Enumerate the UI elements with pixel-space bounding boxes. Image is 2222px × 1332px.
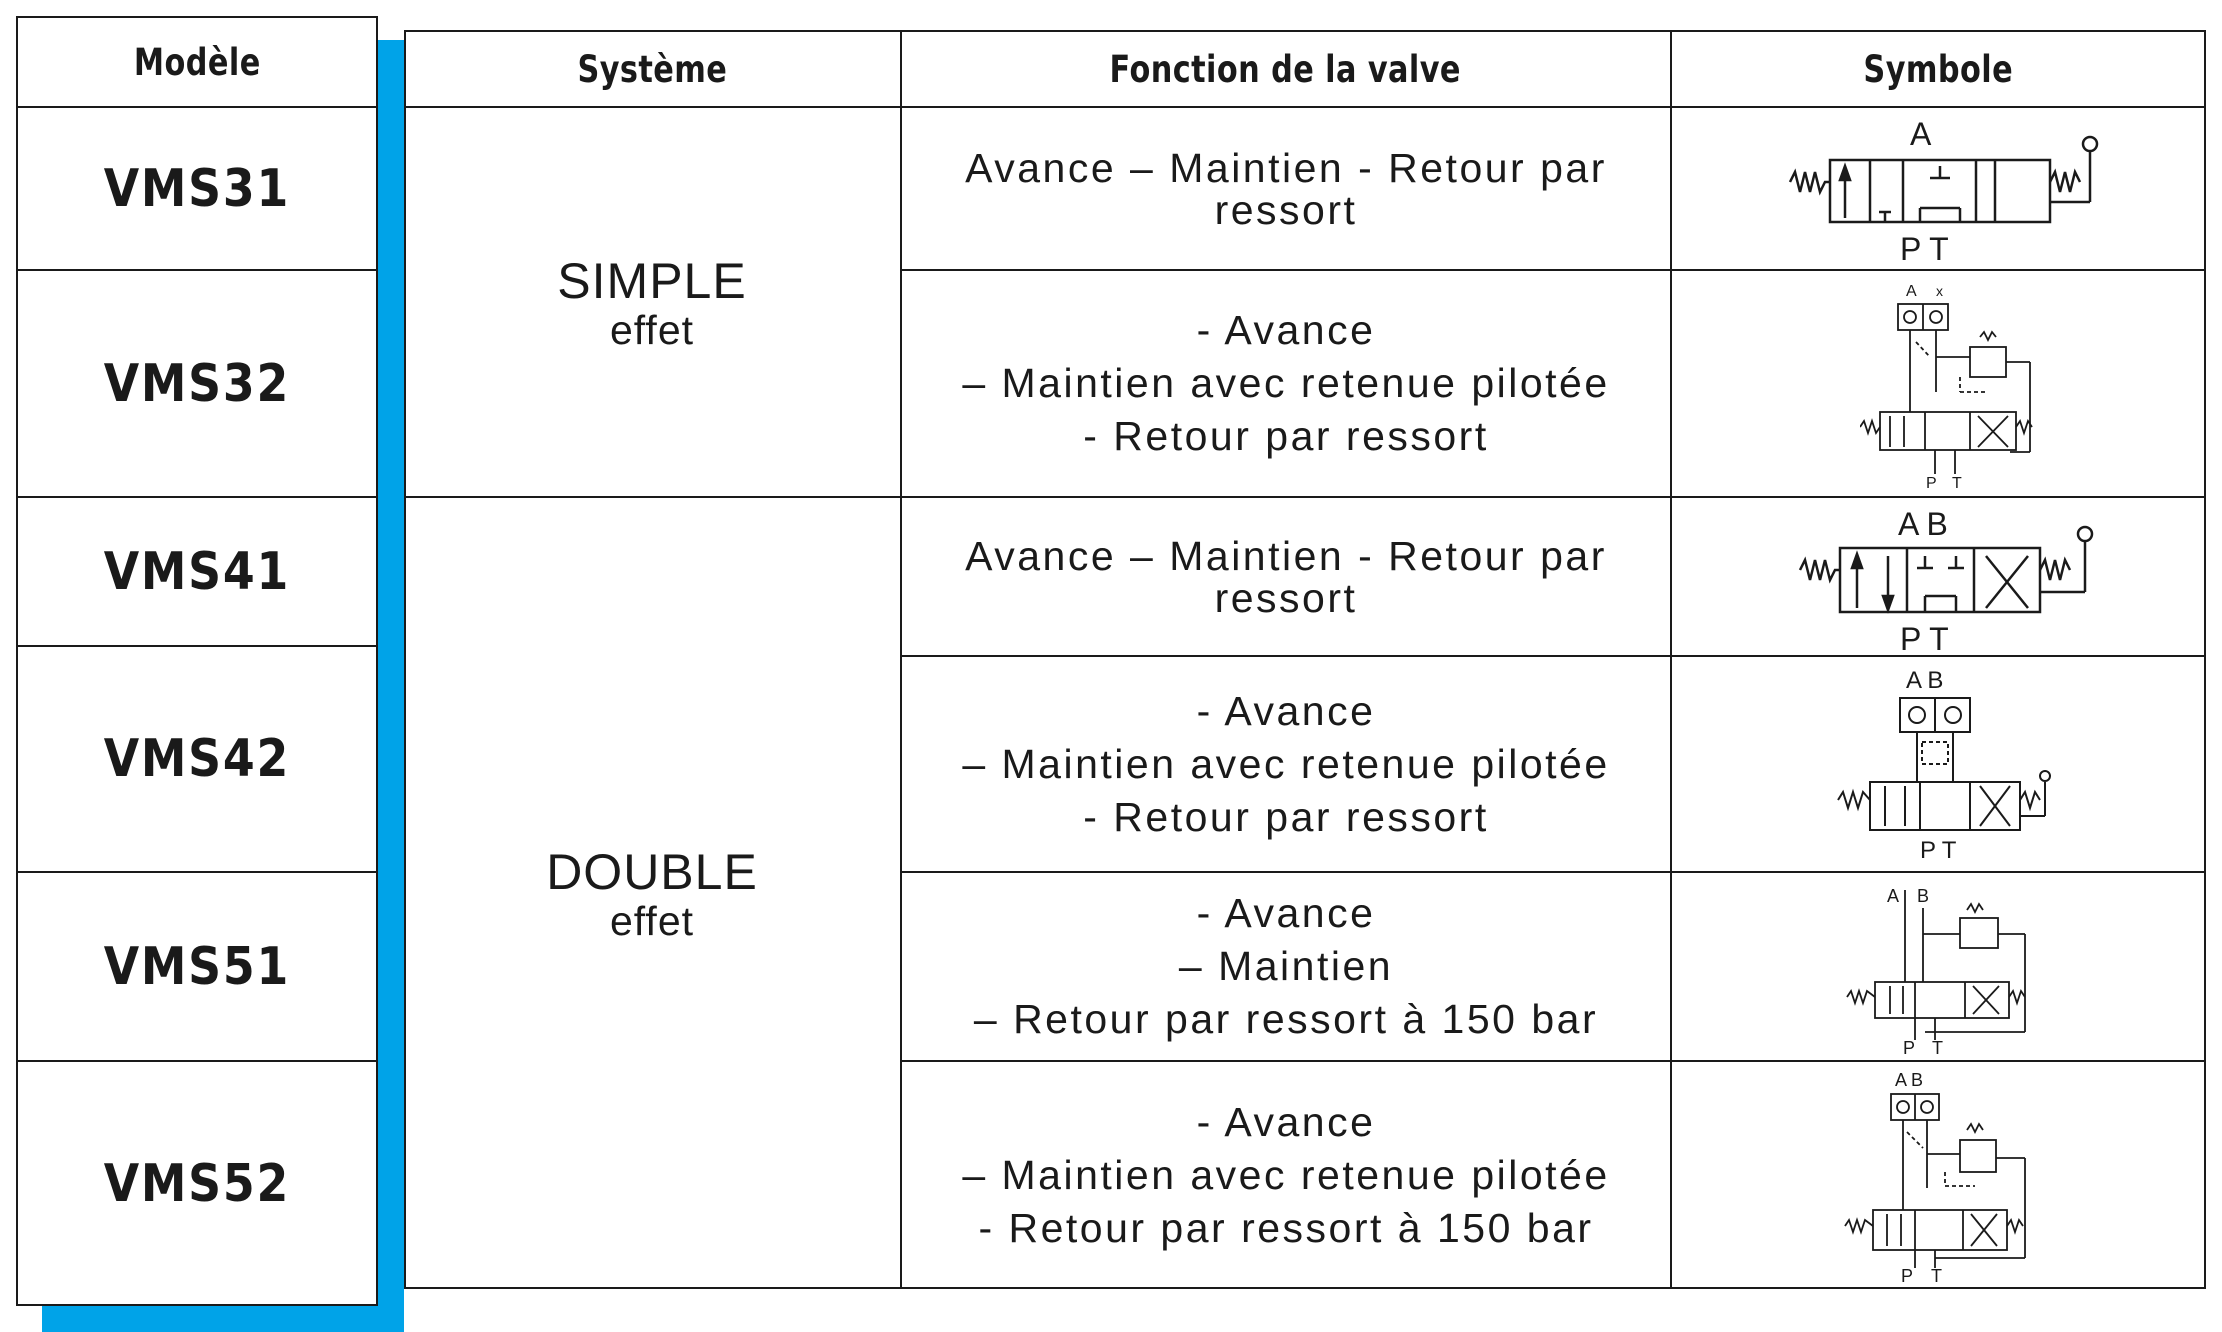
function-cell <box>902 1062 1670 1289</box>
model-name: VMS41 <box>103 541 291 602</box>
port-label: P T <box>1920 837 1957 864</box>
port-label: A B <box>1898 506 1948 542</box>
system-name: SIMPLE <box>557 253 747 309</box>
port-label: P T <box>1900 231 1949 267</box>
port-label: T <box>1952 475 1962 492</box>
system-effect: effet <box>609 307 695 353</box>
system-cell-double <box>404 498 900 1289</box>
header-function-label: Fonction de la valve <box>1109 47 1461 91</box>
function-line: - Avance <box>1196 890 1376 936</box>
port-label: x <box>1936 283 1943 299</box>
port-label: P <box>1901 1266 1914 1286</box>
function-line: – Maintien avec retenue pilotée <box>962 1152 1610 1198</box>
header-model <box>16 16 378 108</box>
function-line: – Maintien <box>1178 943 1394 989</box>
function-line: - Avance <box>1196 307 1376 353</box>
function-line: – Maintien avec retenue pilotée <box>962 360 1610 406</box>
function-cell <box>902 498 1670 655</box>
valve-symbol-vms52 <box>1835 1068 2050 1286</box>
valve-symbol-vms42 <box>1830 664 2060 864</box>
header-symbol <box>1670 30 2206 108</box>
model-cell <box>16 108 378 269</box>
model-cell <box>16 873 378 1060</box>
port-label: P <box>1903 1038 1916 1057</box>
model-name: VMS32 <box>103 353 291 414</box>
function-line: - Avance <box>1196 1099 1376 1145</box>
function-line: - Retour par ressort à 150 bar <box>978 1205 1594 1251</box>
model-cell <box>16 647 378 871</box>
port-label: T <box>1932 1038 1943 1057</box>
port-label: P T <box>1900 621 1949 655</box>
port-label: P <box>1926 475 1937 492</box>
function-line: - Retour par ressort <box>1083 413 1489 459</box>
function-line: - Retour par ressort <box>1083 793 1489 840</box>
function-cell <box>902 108 1670 269</box>
port-label: A <box>1906 283 1917 300</box>
function-cell <box>902 873 1670 1060</box>
column-divider-function <box>1670 30 1672 1289</box>
valve-symbol-vms32 <box>1860 282 2050 492</box>
model-cell <box>16 1062 378 1306</box>
valve-symbol-vms41 <box>1790 500 2100 655</box>
function-line: ressort <box>1214 574 1358 621</box>
function-cell <box>902 657 1670 871</box>
port-label: T <box>1931 1266 1942 1286</box>
function-line: - Avance <box>1196 687 1376 734</box>
model-name: VMS42 <box>103 729 291 789</box>
header-symbol-label: Symbole <box>1863 47 2013 91</box>
function-line: – Retour par ressort à 150 bar <box>973 996 1599 1042</box>
valve-symbol-vms31 <box>1780 110 2100 268</box>
function-line: ressort <box>1214 186 1358 233</box>
model-name: VMS31 <box>103 158 291 219</box>
port-label: A <box>1887 886 1900 906</box>
system-effect: effet <box>609 897 695 944</box>
model-cell <box>16 498 378 645</box>
function-cell <box>902 271 1670 496</box>
header-system-label: Système <box>577 47 727 91</box>
header-system <box>404 30 900 108</box>
port-label: B <box>1917 886 1930 906</box>
header-function <box>900 30 1670 108</box>
valve-symbol-vms51 <box>1835 882 2055 1057</box>
model-name: VMS51 <box>103 936 291 997</box>
function-line: – Maintien avec retenue pilotée <box>962 740 1610 787</box>
system-name: DOUBLE <box>546 843 758 900</box>
model-cell <box>16 271 378 496</box>
port-label: A B <box>1895 1070 1924 1090</box>
port-label: A <box>1910 116 1932 152</box>
port-label: A B <box>1906 667 1944 694</box>
model-name: VMS52 <box>103 1154 291 1214</box>
function-line: Avance – Maintien - Retour par <box>965 144 1607 191</box>
header-model-label: Modèle <box>133 40 261 84</box>
function-line: Avance – Maintien - Retour par <box>965 532 1607 579</box>
system-cell-simple <box>404 108 900 498</box>
